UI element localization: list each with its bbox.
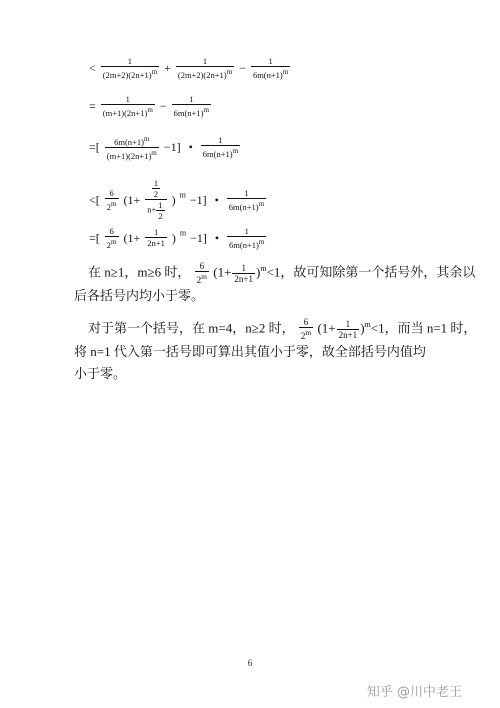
superscript-m: m: [305, 328, 312, 338]
superscript-m: m: [232, 147, 239, 156]
numerator: 1: [189, 94, 194, 104]
equals-bracket: =[: [89, 140, 100, 155]
minus-one-bracket: −1]: [163, 140, 181, 155]
fraction: [152, 178, 160, 199]
numerator: 1: [244, 226, 249, 236]
numerator: 6: [109, 187, 114, 198]
superscript-m: m: [282, 68, 289, 76]
open-paren: (1+: [123, 192, 141, 207]
multiplication-dot: •: [214, 230, 220, 245]
close-paren: ): [171, 230, 176, 245]
denominator: [251, 66, 290, 80]
numerator: 1: [268, 56, 273, 66]
numerator: 6: [199, 261, 205, 272]
superscript-m: m: [201, 272, 207, 282]
superscript-m: m: [151, 148, 157, 157]
text: ): [360, 320, 365, 336]
less-than-bracket: <[: [89, 192, 100, 207]
superscript-m: m: [147, 106, 153, 114]
minus-one-bracket: −1]: [190, 230, 207, 245]
open-paren: (1+: [123, 230, 141, 245]
denominator: [145, 199, 166, 221]
fraction: [227, 226, 266, 250]
minus-sign: −: [239, 60, 246, 75]
equation-line-2: [88, 94, 212, 118]
denominator: [105, 236, 119, 250]
fraction: [156, 200, 164, 221]
denominator: [195, 271, 209, 285]
numerator: 1: [244, 187, 249, 198]
text: ): [255, 264, 261, 280]
denominator: 2n+1: [147, 238, 165, 249]
denominator-text: 6m(n+1): [228, 201, 259, 212]
fraction: [201, 135, 240, 159]
denominator-text: 6m(n+1): [202, 149, 233, 160]
text: 在 n≥1，m≥6 时，: [88, 264, 191, 280]
page-number: 6: [247, 658, 253, 668]
numerator: 6: [109, 226, 114, 236]
numerator: 1: [241, 262, 246, 273]
minus-sign: −: [159, 98, 167, 113]
denominator: [176, 66, 234, 80]
fraction: [172, 94, 211, 118]
denominator: [227, 236, 266, 250]
equals-sign: =: [89, 98, 96, 113]
superscript-m: m: [226, 68, 233, 76]
fraction: [195, 261, 209, 285]
numerator: 1: [218, 135, 223, 146]
superscript-m: m: [151, 68, 158, 76]
text: 对于第一个括号，在 m=4，n≥2 时，: [88, 320, 295, 336]
denominator-text: (m+1)(2n+1): [106, 150, 152, 161]
fraction: [145, 227, 167, 248]
multiplication-dot: •: [188, 140, 193, 155]
denominator-text: 2: [106, 239, 112, 250]
text: <1，故可知除第一个括号外，其余以: [266, 264, 476, 280]
numerator: [145, 178, 166, 199]
fraction: [105, 134, 159, 161]
denominator-text: 2: [106, 201, 112, 212]
numerator: 1: [202, 56, 208, 66]
numerator: 1: [153, 178, 159, 188]
fraction: [232, 263, 255, 284]
paragraph-2: [74, 314, 477, 385]
denominator-text: n+: [147, 204, 157, 215]
text: (1+: [317, 320, 336, 336]
numerator: 1: [127, 56, 133, 66]
equals-bracket: =[: [89, 230, 100, 245]
denominator-text: 6m(n+1): [229, 239, 259, 250]
superscript-m: m: [364, 320, 371, 329]
numerator: 1: [153, 227, 159, 238]
numerator: 1: [125, 94, 130, 104]
equation-line-4: [88, 178, 267, 221]
numerator: 1: [158, 200, 163, 210]
text: (1+: [213, 264, 232, 280]
superscript-m: m: [258, 199, 265, 208]
fraction: [227, 188, 266, 212]
equation-line-5: [88, 226, 267, 250]
multiplication-dot: •: [214, 192, 219, 207]
less-than-sign: <: [89, 60, 96, 75]
denominator: 2n+1: [234, 273, 253, 284]
superscript-m: m: [179, 190, 186, 200]
superscript-m: m: [179, 228, 187, 238]
numerator: 6: [303, 317, 309, 328]
watermark: 知乎 @川中老王: [366, 685, 462, 700]
paragraph-2-line-1: [88, 314, 477, 342]
denominator: [227, 198, 266, 212]
fraction: [337, 319, 360, 340]
denominator: 2n+1: [338, 329, 358, 340]
fraction: [105, 188, 119, 212]
superscript-m: m: [111, 238, 117, 246]
superscript-m: m: [203, 106, 209, 114]
denominator-text: (m+1)(2n+1): [102, 107, 148, 118]
denominator: [101, 104, 155, 118]
superscript-m: m: [260, 264, 267, 273]
nested-fraction: [145, 178, 166, 221]
denominator-text: 2: [196, 275, 202, 286]
denominator: 2: [153, 189, 159, 199]
text: <1，而当 n=1 时，: [370, 320, 477, 336]
denominator-text: 6m(n+1): [173, 107, 204, 118]
denominator-text: (2m+2)(2n+1): [102, 69, 152, 80]
superscript-m: m: [111, 199, 117, 208]
denominator-text: 6m(n+1): [252, 69, 283, 80]
close-paren: ): [171, 192, 176, 207]
paragraph-1-line-2: 后各括号内均小于零。: [74, 288, 205, 304]
superscript-m: m: [258, 238, 265, 246]
denominator: [201, 145, 240, 159]
fraction: [101, 94, 155, 118]
equation-line-1: [88, 56, 291, 80]
equation-line-3: [88, 134, 241, 161]
numerator: 1: [345, 318, 351, 329]
fraction: [101, 56, 159, 80]
denominator: [101, 66, 159, 80]
superscript-m: m: [143, 135, 150, 143]
denominator-text: 2: [300, 331, 306, 342]
numerator-text: 6m(n+1): [114, 136, 144, 147]
fraction: [176, 56, 234, 80]
plus-sign: +: [164, 60, 171, 75]
denominator-text: (2m+2)(2n+1): [177, 69, 227, 80]
denominator: 2: [158, 211, 163, 221]
paragraph-2-line-2: 将 n=1 代入第一括号即可算出其值小于零，故全部括号内值均小于零。: [74, 344, 426, 382]
numerator: [105, 134, 159, 147]
fraction: [299, 317, 313, 341]
fraction: [105, 226, 119, 250]
denominator: [105, 147, 159, 161]
denominator: [299, 327, 313, 341]
denominator: [172, 104, 211, 118]
paragraph-1: [74, 258, 476, 307]
paragraph-1-line-1: [88, 258, 476, 286]
denominator: [105, 198, 119, 212]
fraction: [251, 56, 290, 80]
minus-one-bracket: −1]: [189, 192, 207, 207]
